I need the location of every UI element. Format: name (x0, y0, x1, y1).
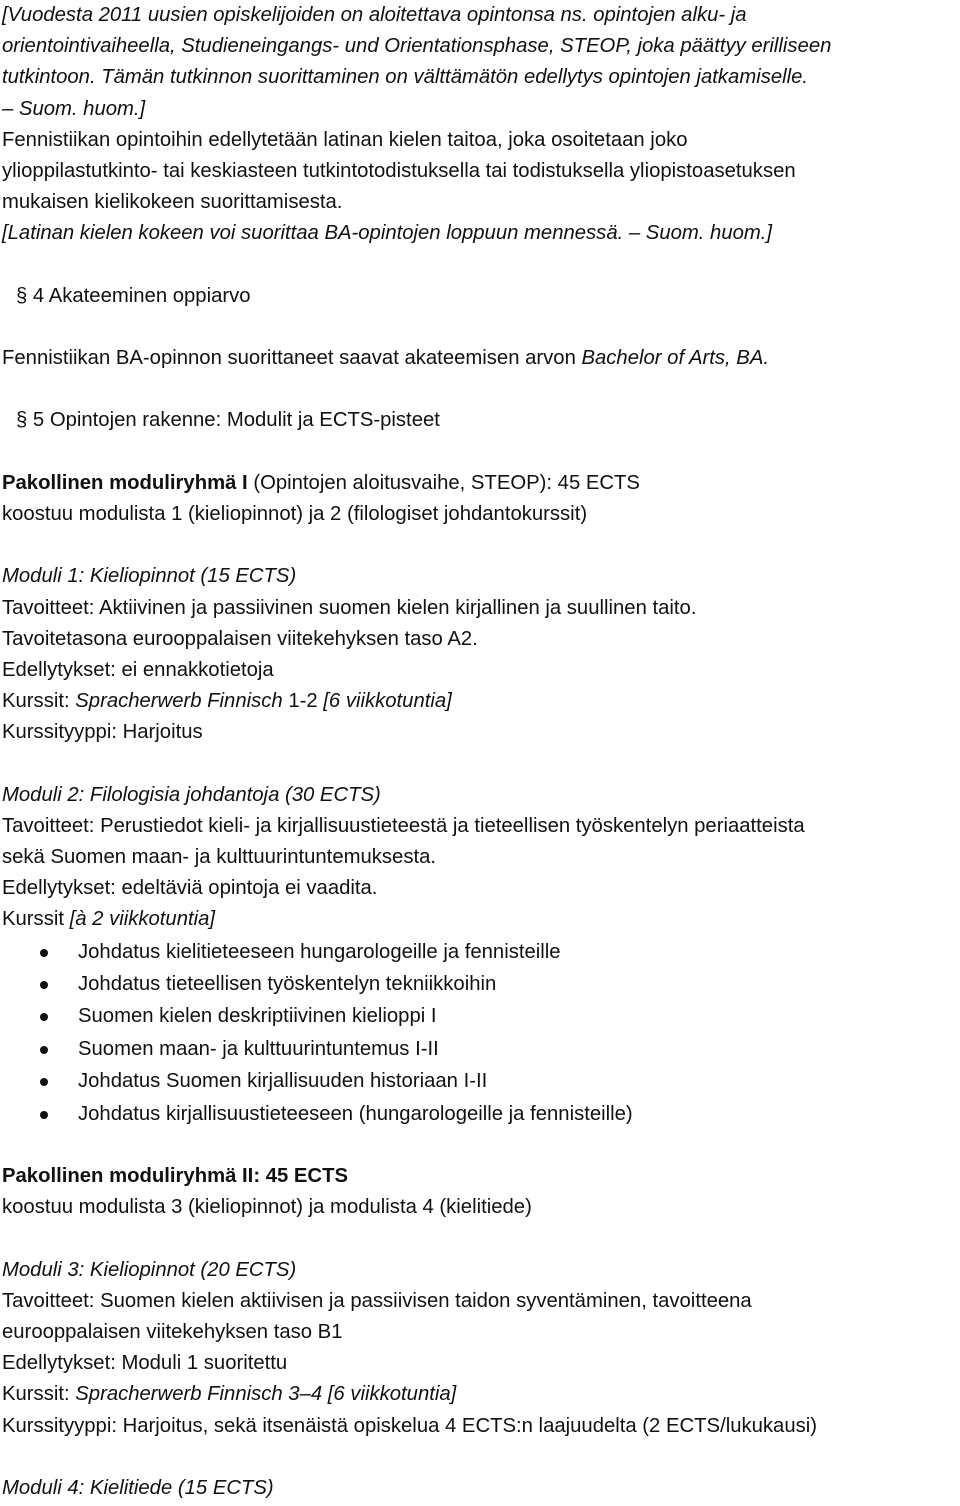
bullet-icon (40, 981, 48, 989)
module-2-prereq: Edellytykset: edeltäviä opintoja ei vaadita. (2, 877, 378, 900)
section-4-text (2, 343, 960, 374)
section-4-heading (16, 281, 960, 312)
intro-note (2, 0, 960, 125)
module-1-prereq: Edellytykset: ei ennakkotietoja (2, 658, 274, 681)
intro-line-3: tutkintoon. Tämän tutkinnon suorittaminen on välttämätön edellytys opintojen jatkamiselle. (2, 66, 809, 89)
module-2 (2, 780, 960, 1130)
module-3 (2, 1255, 960, 1442)
list-item (2, 1065, 960, 1097)
module-3-courses (2, 1379, 960, 1410)
module-3-title: Moduli 3: Kieliopinnot (20 ECTS) (2, 1258, 297, 1281)
module-3-type: Kurssityyppi: Harjoitus, sekä itsenäistä opiskelua 4 ECTS:n laajuudelta (2 ECTS/lukukausi) (2, 1414, 818, 1437)
course-label: Johdatus kirjallisuustieteeseen (hungarologeille ja fennisteille) (78, 1102, 633, 1125)
list-item (2, 1033, 960, 1065)
group-1-consists: koostuu modulista 1 (kieliopinnot) ja 2 (filologiset johdantokurssit) (2, 503, 588, 525)
courses-prefix: Kurssit: (2, 1383, 76, 1406)
list-item (2, 968, 960, 1000)
module-3-goals-1: Tavoitteet: Suomen kielen aktiivisen ja passiivisen taidon syventäminen, tavoitteena (2, 1289, 752, 1312)
course-label: Suomen maan- ja kulttuurintuntemus I-II (78, 1037, 439, 1060)
list-item (2, 1098, 960, 1130)
module-2-goals-2: sekä Suomen maan- ja kulttuurintuntemuksesta. (2, 846, 437, 869)
section-symbol: § (16, 284, 28, 307)
module-2-goals-1: Tavoitteet: Perustiedot kieli- ja kirjallisuustieteestä ja tieteellisen työskentelyn periaatteista (2, 814, 805, 837)
module-1-goals-1: Tavoitteet: Aktiivinen ja passiivinen suomen kielen kirjallinen ja suullinen taito. (2, 596, 697, 619)
module-2-title: Moduli 2: Filologisia johdantoja (30 ECTS) (2, 783, 381, 806)
intro-line-1: [Vuodesta 2011 uusien opiskelijoiden on aloitettava opintonsa ns. opintojen alku- ja (2, 4, 747, 26)
latin-line-1: Fennistiikan opintoihin edellytetään latinan kielen taitoa, joka osoitetaan joko (2, 128, 688, 151)
latin-note: [Latinan kielen kokeen voi suorittaa BA-opintojen loppuun mennessä. – Suom. huom.] (2, 222, 773, 245)
group-2-consists: koostuu modulista 3 (kieliopinnot) ja modulista 4 (kielitiede) (2, 1196, 532, 1219)
degree-text: Fennistiikan BA-opinnon suorittaneet saavat akateemisen arvon (2, 347, 582, 370)
bullet-icon (40, 1013, 48, 1021)
section-4-title: 4 Akateeminen oppiarvo (32, 284, 251, 307)
courses-name: Spracherwerb Finnisch (75, 690, 283, 713)
module-2-courses-heading (2, 904, 960, 935)
course-label: Johdatus Suomen kirjallisuuden historiaan I-II (78, 1070, 488, 1093)
list-item (2, 1000, 960, 1032)
courses-prefix: Kurssit (2, 908, 70, 931)
course-label: Johdatus tieteellisen työskentelyn tekniikkoihin (78, 973, 497, 996)
list-item (2, 936, 960, 968)
module-1-title: Moduli 1: Kieliopinnot (15 ECTS) (2, 565, 297, 588)
module-4-title: Moduli 4: Kielitiede (15 ECTS) (2, 1477, 274, 1500)
section-symbol: § (16, 409, 28, 432)
course-label: Suomen kielen deskriptiivinen kielioppi I (78, 1005, 437, 1028)
module-1-goals-2: Tavoitetasona eurooppalaisen viitekehyksen taso A2. (2, 627, 478, 650)
module-3-prereq: Edellytykset: Moduli 1 suoritettu (2, 1352, 288, 1375)
latin-line-3: mukaisen kielikokeen suorittamisesta. (2, 191, 343, 214)
section-5-heading (16, 405, 960, 436)
courses-mid: 1-2 (282, 690, 324, 713)
module-1 (2, 561, 960, 748)
latin-requirement (2, 125, 960, 250)
courses-prefix: Kurssit: (2, 690, 76, 713)
latin-line-2: ylioppilastutkinto- tai keskiasteen tutkintotodistuksella tai todistuksella yliopistoasetuksen (2, 159, 796, 182)
group-2 (2, 1161, 960, 1223)
group-1-title-bold: Pakollinen moduliryhmä I (2, 471, 248, 494)
courses-name: Spracherwerb Finnisch 3–4 [6 viikkotuntia] (75, 1383, 457, 1406)
group-1-title-rest: (Opintojen aloitusvaihe, STEOP): 45 ECTS (247, 471, 640, 494)
bullet-icon (40, 1111, 48, 1119)
module-3-goals-2: eurooppalaisen viitekehyksen taso B1 (2, 1321, 343, 1344)
course-label: Johdatus kielitieteeseen hungarologeille ja fennisteille (78, 940, 561, 963)
courses-hours: [6 viikkotuntia] (323, 690, 452, 713)
group-1-title (2, 468, 960, 499)
bullet-icon (40, 1046, 48, 1054)
degree-name: Bachelor of Arts, BA. (581, 347, 769, 370)
bullet-icon (40, 949, 48, 957)
intro-line-4: – Suom. huom.] (2, 97, 146, 120)
module-1-courses (2, 686, 960, 717)
module-2-course-list (2, 936, 960, 1130)
group-2-title: Pakollinen moduliryhmä II: 45 ECTS (2, 1165, 348, 1188)
courses-hours: [à 2 viikkotuntia] (69, 908, 216, 931)
intro-line-2: orientointivaiheella, Studieneingangs- und Orientationsphase, STEOP, joka päättyy erilliseen (2, 35, 832, 58)
module-1-type: Kurssityyppi: Harjoitus (2, 721, 203, 744)
section-5-title: 5 Opintojen rakenne: Modulit ja ECTS-pisteet (32, 409, 440, 432)
bullet-icon (40, 1078, 48, 1086)
